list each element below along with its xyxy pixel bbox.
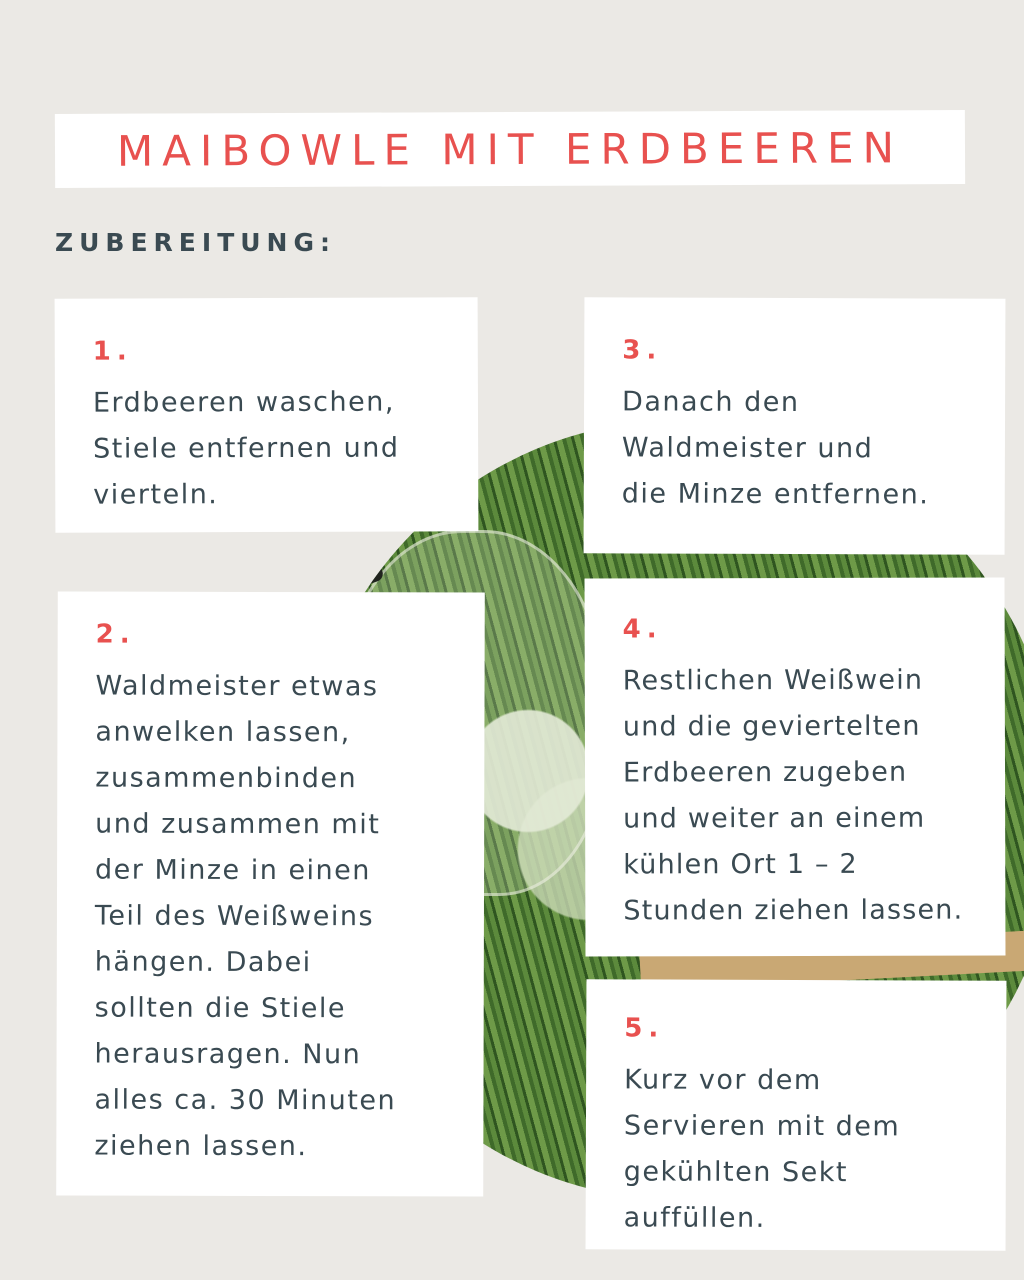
step-number: 1. (92, 336, 133, 367)
step-text: Waldmeister etwas anwelken lassen, zusammenbinden und zusammen mit der Minze in einen Teil des Weißweins hängen. Dabei sollten die Stiele herausragen. Nun alles ca. 30 Minuten ziehen lassen. (94, 670, 397, 1163)
step-text: Kurz vor dem Servieren mit dem gekühlten Sekt auffüllen. (623, 1064, 901, 1234)
step-text: Danach den Waldmeister und die Minze entfernen. (621, 386, 930, 511)
step-card-1 (55, 297, 479, 532)
title-banner (55, 110, 965, 188)
step-number: 3. (622, 335, 663, 366)
step-card-4 (585, 577, 1006, 956)
section-heading: ZUBEREITUNG: (55, 228, 336, 257)
step-text: Restlichen Weißwein und die geviertelten Erdbeeren zugeben und weiter an einem kühlen Ort 1 – 2 Stunden ziehen lassen. (622, 664, 964, 927)
step-card-5 (586, 979, 1007, 1250)
step-number: 4. (622, 614, 663, 645)
step-text: Erdbeeren waschen, Stiele entfernen und vierteln. (92, 386, 400, 511)
step-number: 5. (624, 1013, 665, 1044)
step-card-3 (584, 297, 1006, 554)
step-card-2 (56, 591, 485, 1196)
step-number: 2. (95, 619, 136, 650)
page-title: MAIBOWLE MIT ERDBEEREN (116, 122, 904, 176)
